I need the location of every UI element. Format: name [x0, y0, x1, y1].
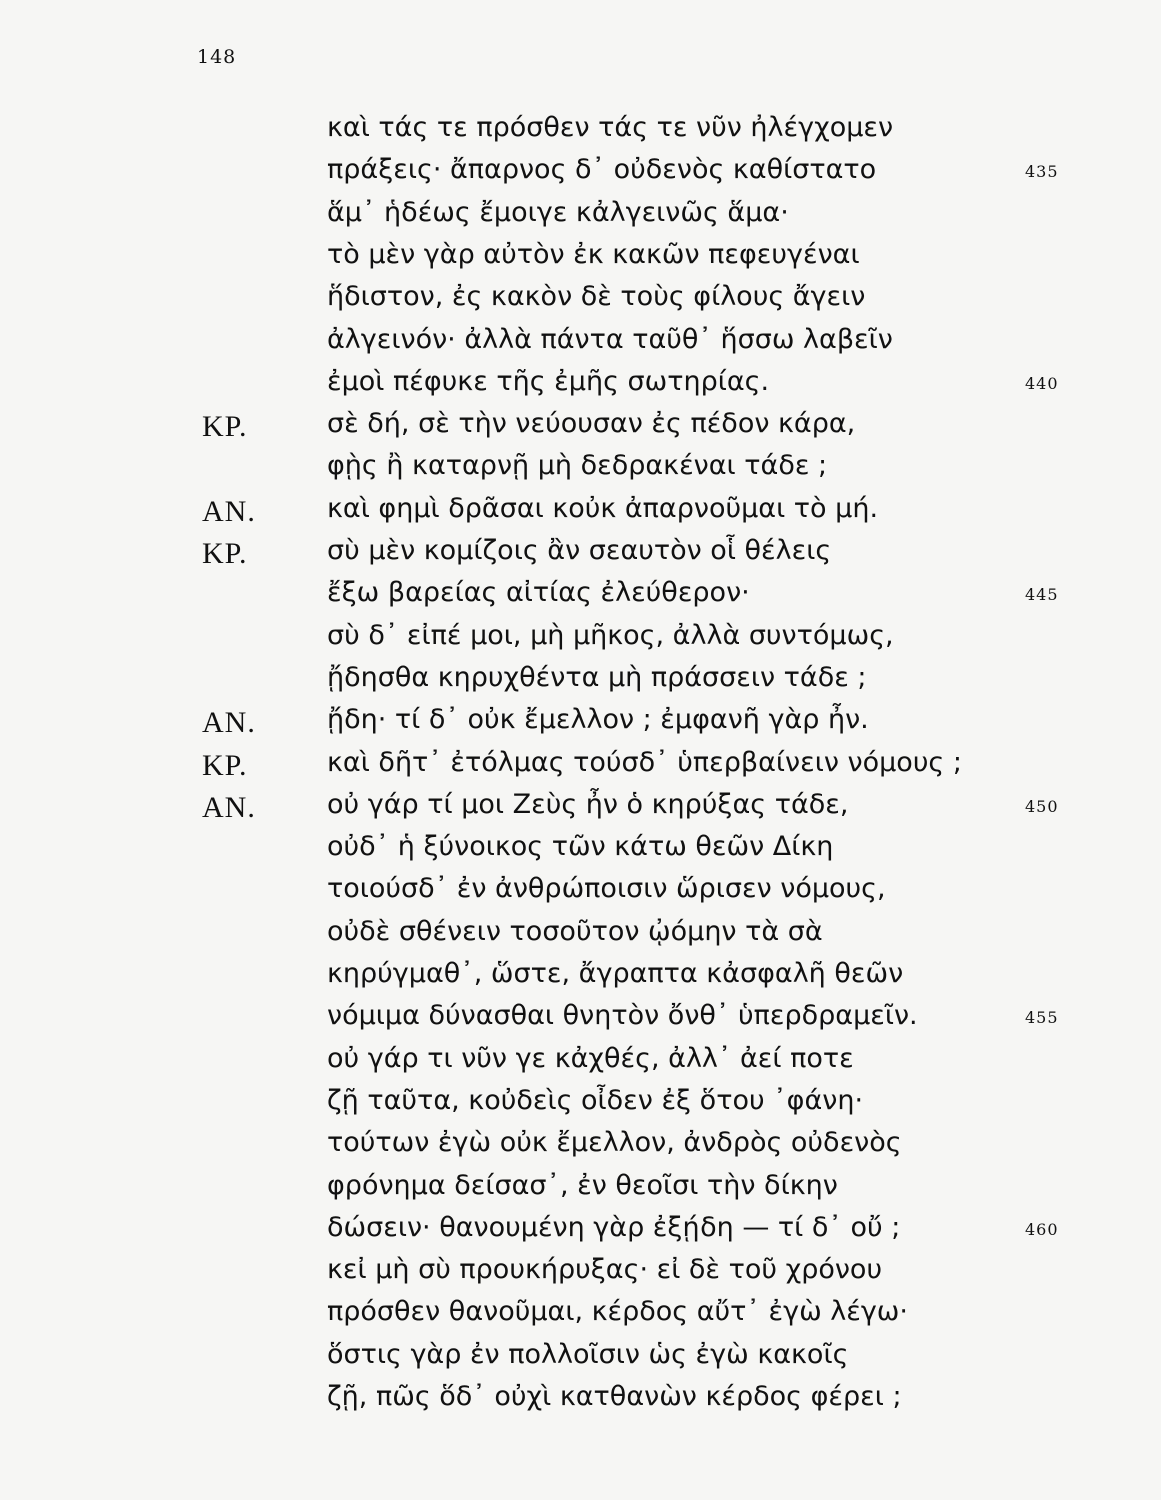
- verse-text: ᾔδησθα κηρυχθέντα μὴ πράσσειν τάδε ;: [327, 661, 867, 693]
- verse-line: [0, 1125, 1161, 1167]
- verse-line: [0, 745, 1161, 787]
- verse-line: [0, 702, 1161, 744]
- line-number: 435: [1025, 162, 1059, 182]
- verse-line: [0, 575, 1161, 617]
- verse-line: [0, 533, 1161, 575]
- line-number: 450: [1025, 796, 1059, 816]
- verse-text: φρόνημα δείσασ᾽, ἐν θεοῖσι τὴν δίκην: [327, 1169, 838, 1201]
- verse-text: σὲ δή, σὲ τὴν νεύουσαν ἐς πέδον κάρα,: [327, 408, 856, 440]
- verse-line: [0, 1379, 1161, 1421]
- verse-line: [0, 787, 1161, 829]
- verse-text: ᾔδη· τί δ᾽ οὐκ ἔμελλον ; ἐμφανῆ γὰρ ἦν.: [327, 704, 869, 736]
- verse-line: [0, 152, 1161, 194]
- verse-text: κεἰ μὴ σὺ προυκήρυξας· εἰ δὲ τοῦ χρόνου: [327, 1254, 883, 1286]
- verse-text: νόμιμα δύνασθαι θνητὸν ὄνθ᾽ ὑπερδραμεῖν.: [327, 1000, 918, 1032]
- verse-line: [0, 1252, 1161, 1294]
- verse-text: ὅστις γὰρ ἐν πολλοῖσιν ὡς ἐγὼ κακοῖς: [327, 1338, 849, 1370]
- line-number: 460: [1025, 1219, 1059, 1239]
- verse-line: [0, 237, 1161, 279]
- verse-line: [0, 618, 1161, 660]
- verse-text: οὐ γάρ τί μοι Ζεὺς ἦν ὁ κηρύξας τάδε,: [327, 788, 849, 820]
- line-number: 445: [1025, 585, 1059, 605]
- verse-line: [0, 998, 1161, 1040]
- verse-line: [0, 871, 1161, 913]
- verse-text: καὶ δῆτ᾽ ἐτόλμας τούσδ᾽ ὑπερβαίνειν νόμους ;: [327, 746, 962, 778]
- verse-line: [0, 448, 1161, 490]
- verse-line: [0, 660, 1161, 702]
- speaker-label: ΑΝ.: [202, 494, 256, 528]
- verse-line: [0, 1210, 1161, 1252]
- verse-text: φῂς ἢ καταρνῇ μὴ δεδρακέναι τάδε ;: [327, 450, 828, 482]
- verse-line: [0, 1168, 1161, 1210]
- speaker-label: ΑΝ.: [202, 706, 256, 740]
- verse-text: καὶ τάς τε πρόσθεν τάς τε νῦν ἠλέγχομεν: [327, 112, 894, 143]
- verse-line: [0, 279, 1161, 321]
- verse-text: πράξεις· ἄπαρνος δ᾽ οὐδενὸς καθίστατο: [327, 154, 877, 186]
- verse-text: τοιούσδ᾽ ἐν ἀνθρώποισιν ὥρισεν νόμους,: [327, 873, 886, 905]
- verse-line: [0, 322, 1161, 364]
- verse-line: [0, 406, 1161, 448]
- speaker-label: ΚΡ.: [202, 537, 248, 570]
- verse-text: δώσειν· θανουμένη γὰρ ἐξῄδη — τί δ᾽ οὔ ;: [327, 1211, 901, 1243]
- verse-text: ζῇ, πῶς ὅδ᾽ οὐχὶ κατθανὼν κέρδος φέρει ;: [327, 1381, 902, 1412]
- verse-text: οὐδὲ σθένειν τοσοῦτον ᾠόμην τὰ σὰ: [327, 915, 823, 947]
- verse-text: σὺ μὲν κομίζοις ἂν σεαυτὸν οἷ θέλεις: [327, 535, 832, 566]
- verse-line: [0, 195, 1161, 237]
- verse-line: [0, 1294, 1161, 1336]
- verse-line: [0, 1337, 1161, 1379]
- verse-line: [0, 829, 1161, 871]
- verse-line: [0, 110, 1161, 152]
- verse-line: [0, 491, 1161, 533]
- verse-text: ζῇ ταῦτα, κοὐδεὶς οἶδεν ἐξ ὅτου ᾽φάνη·: [327, 1084, 864, 1116]
- verse-text: ἀλγεινόν· ἀλλὰ πάντα ταῦθ᾽ ἥσσω λαβεῖν: [327, 323, 893, 355]
- verse-line: [0, 364, 1161, 406]
- verse-line: [0, 914, 1161, 956]
- verse-text: οὐδ᾽ ἡ ξύνοικος τῶν κάτω θεῶν Δίκη: [327, 831, 834, 863]
- speaker-label: ΚΡ.: [202, 748, 248, 782]
- verse-text: πρόσθεν θανοῦμαι, κέρδος αὔτ᾽ ἐγὼ λέγω·: [327, 1296, 909, 1328]
- verse-text: ἥδιστον, ἐς κακὸν δὲ τοὺς φίλους ἄγειν: [327, 281, 866, 313]
- verse-text: ἐμοὶ πέφυκε τῆς ἐμῆς σωτηρίας.: [327, 365, 770, 397]
- verse-text: ἅμ᾽ ἡδέως ἔμοιγε κἀλγεινῶς ἅμα·: [327, 196, 789, 228]
- verse-line: [0, 956, 1161, 998]
- verse-text: τούτων ἐγὼ οὐκ ἔμελλον, ἀνδρὸς οὐδενὸς: [327, 1127, 902, 1159]
- verse-text: οὐ γάρ τι νῦν γε κἀχθές, ἀλλ᾽ ἀεί ποτε: [327, 1042, 854, 1074]
- speaker-label: ΚΡ.: [202, 410, 248, 444]
- line-number: 455: [1025, 1008, 1059, 1028]
- verse-text: σὺ δ᾽ εἰπέ μοι, μὴ μῆκος, ἀλλὰ συντόμως,: [327, 619, 894, 651]
- verse-text: ἔξω βαρείας αἰτίας ἐλεύθερον·: [327, 577, 750, 609]
- speaker-label: ΑΝ.: [202, 790, 256, 824]
- page-number: 148: [197, 46, 237, 68]
- verse-text: καὶ φημὶ δρᾶσαι κοὐκ ἀπαρνοῦμαι τὸ μή.: [327, 492, 879, 524]
- verse-text: κηρύγμαθ᾽, ὥστε, ἄγραπτα κἀσφαλῆ θεῶν: [327, 958, 904, 989]
- verse-text: τὸ μὲν γὰρ αὐτὸν ἐκ κακῶν πεφευγέναι: [327, 238, 860, 270]
- verse-line: [0, 1083, 1161, 1125]
- verse-line: [0, 1041, 1161, 1083]
- line-number: 440: [1025, 373, 1059, 393]
